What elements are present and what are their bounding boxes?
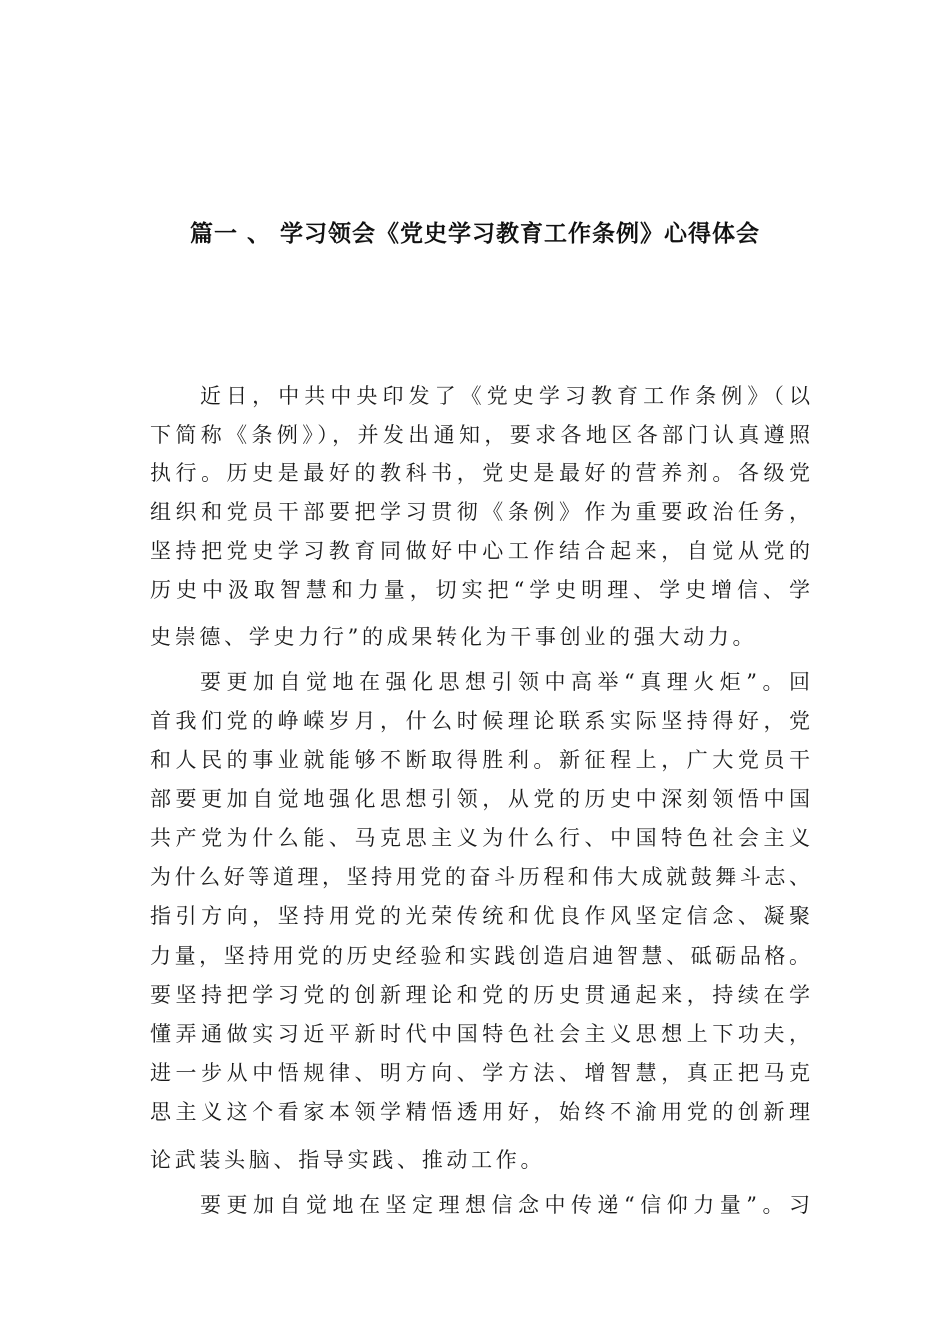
paragraph-2-line-5: 共产党为什么能、马克思主义为什么行、中国特色社会主义 (150, 826, 810, 850)
paragraph-2-line-11: 进一步从中悟规律、明方向、学方法、增智慧，真正把马克 (150, 1061, 810, 1085)
paragraph-2-line-3: 和人民的事业就能够不断取得胜利。新征程上，广大党员干 (150, 748, 810, 772)
paragraph-1-line-6: 历史中汲取智慧和力量，切实把“学史明理、学史增信、学 (150, 578, 810, 602)
paragraph-2-line-4: 部要更加自觉地强化思想引领，从党的历史中深刻领悟中国 (150, 787, 810, 811)
paragraph-2-line-2: 首我们党的峥嵘岁月，什么时候理论联系实际坚持得好，党 (150, 709, 810, 733)
document-title: 篇一 、 学习领会《党史学习教育工作条例》心得体会 (189, 221, 760, 247)
paragraph-1-line-7: 史崇德、学史力行”的成果转化为干事创业的强大动力。 (150, 625, 758, 649)
paragraph-1-line-1: 近日，中共中央印发了《党史学习教育工作条例》（以 (200, 384, 810, 408)
paragraph-2-line-9: 要坚持把学习党的创新理论和党的历史贯通起来，持续在学 (150, 983, 810, 1007)
paragraph-2-line-7: 指引方向，坚持用党的光荣传统和优良作风坚定信念、凝聚 (150, 904, 810, 928)
paragraph-2-line-10: 懂弄通做实习近平新时代中国特色社会主义思想上下功夫， (150, 1022, 810, 1046)
paragraph-2-line-1: 要更加自觉地在强化思想引领中高举“真理火炬”。回 (200, 670, 810, 694)
paragraph-2-line-6: 为什么好等道理，坚持用党的奋斗历程和伟大成就鼓舞斗志、 (150, 865, 810, 889)
paragraph-2-line-12: 思主义这个看家本领学精悟透用好，始终不渝用党的创新理 (150, 1100, 810, 1124)
paragraph-1-line-3: 执行。历史是最好的教科书，党史是最好的营养剂。各级党 (150, 461, 810, 485)
paragraph-3-line-1: 要更加自觉地在坚定理想信念中传递“信仰力量”。习 (200, 1193, 810, 1217)
paragraph-1-line-5: 坚持把党史学习教育同做好中心工作结合起来，自觉从党的 (150, 539, 810, 563)
paragraph-1-line-2: 下简称《条例》），并发出通知，要求各地区各部门认真遵照 (150, 423, 810, 447)
paragraph-2-line-8: 力量，坚持用党的历史经验和实践创造启迪智慧、砥砺品格。 (150, 944, 810, 968)
paragraph-2-line-13: 论武装头脑、指导实践、推动工作。 (150, 1148, 546, 1172)
paragraph-1-line-4: 组织和党员干部要把学习贯彻《条例》作为重要政治任务， (150, 500, 810, 524)
